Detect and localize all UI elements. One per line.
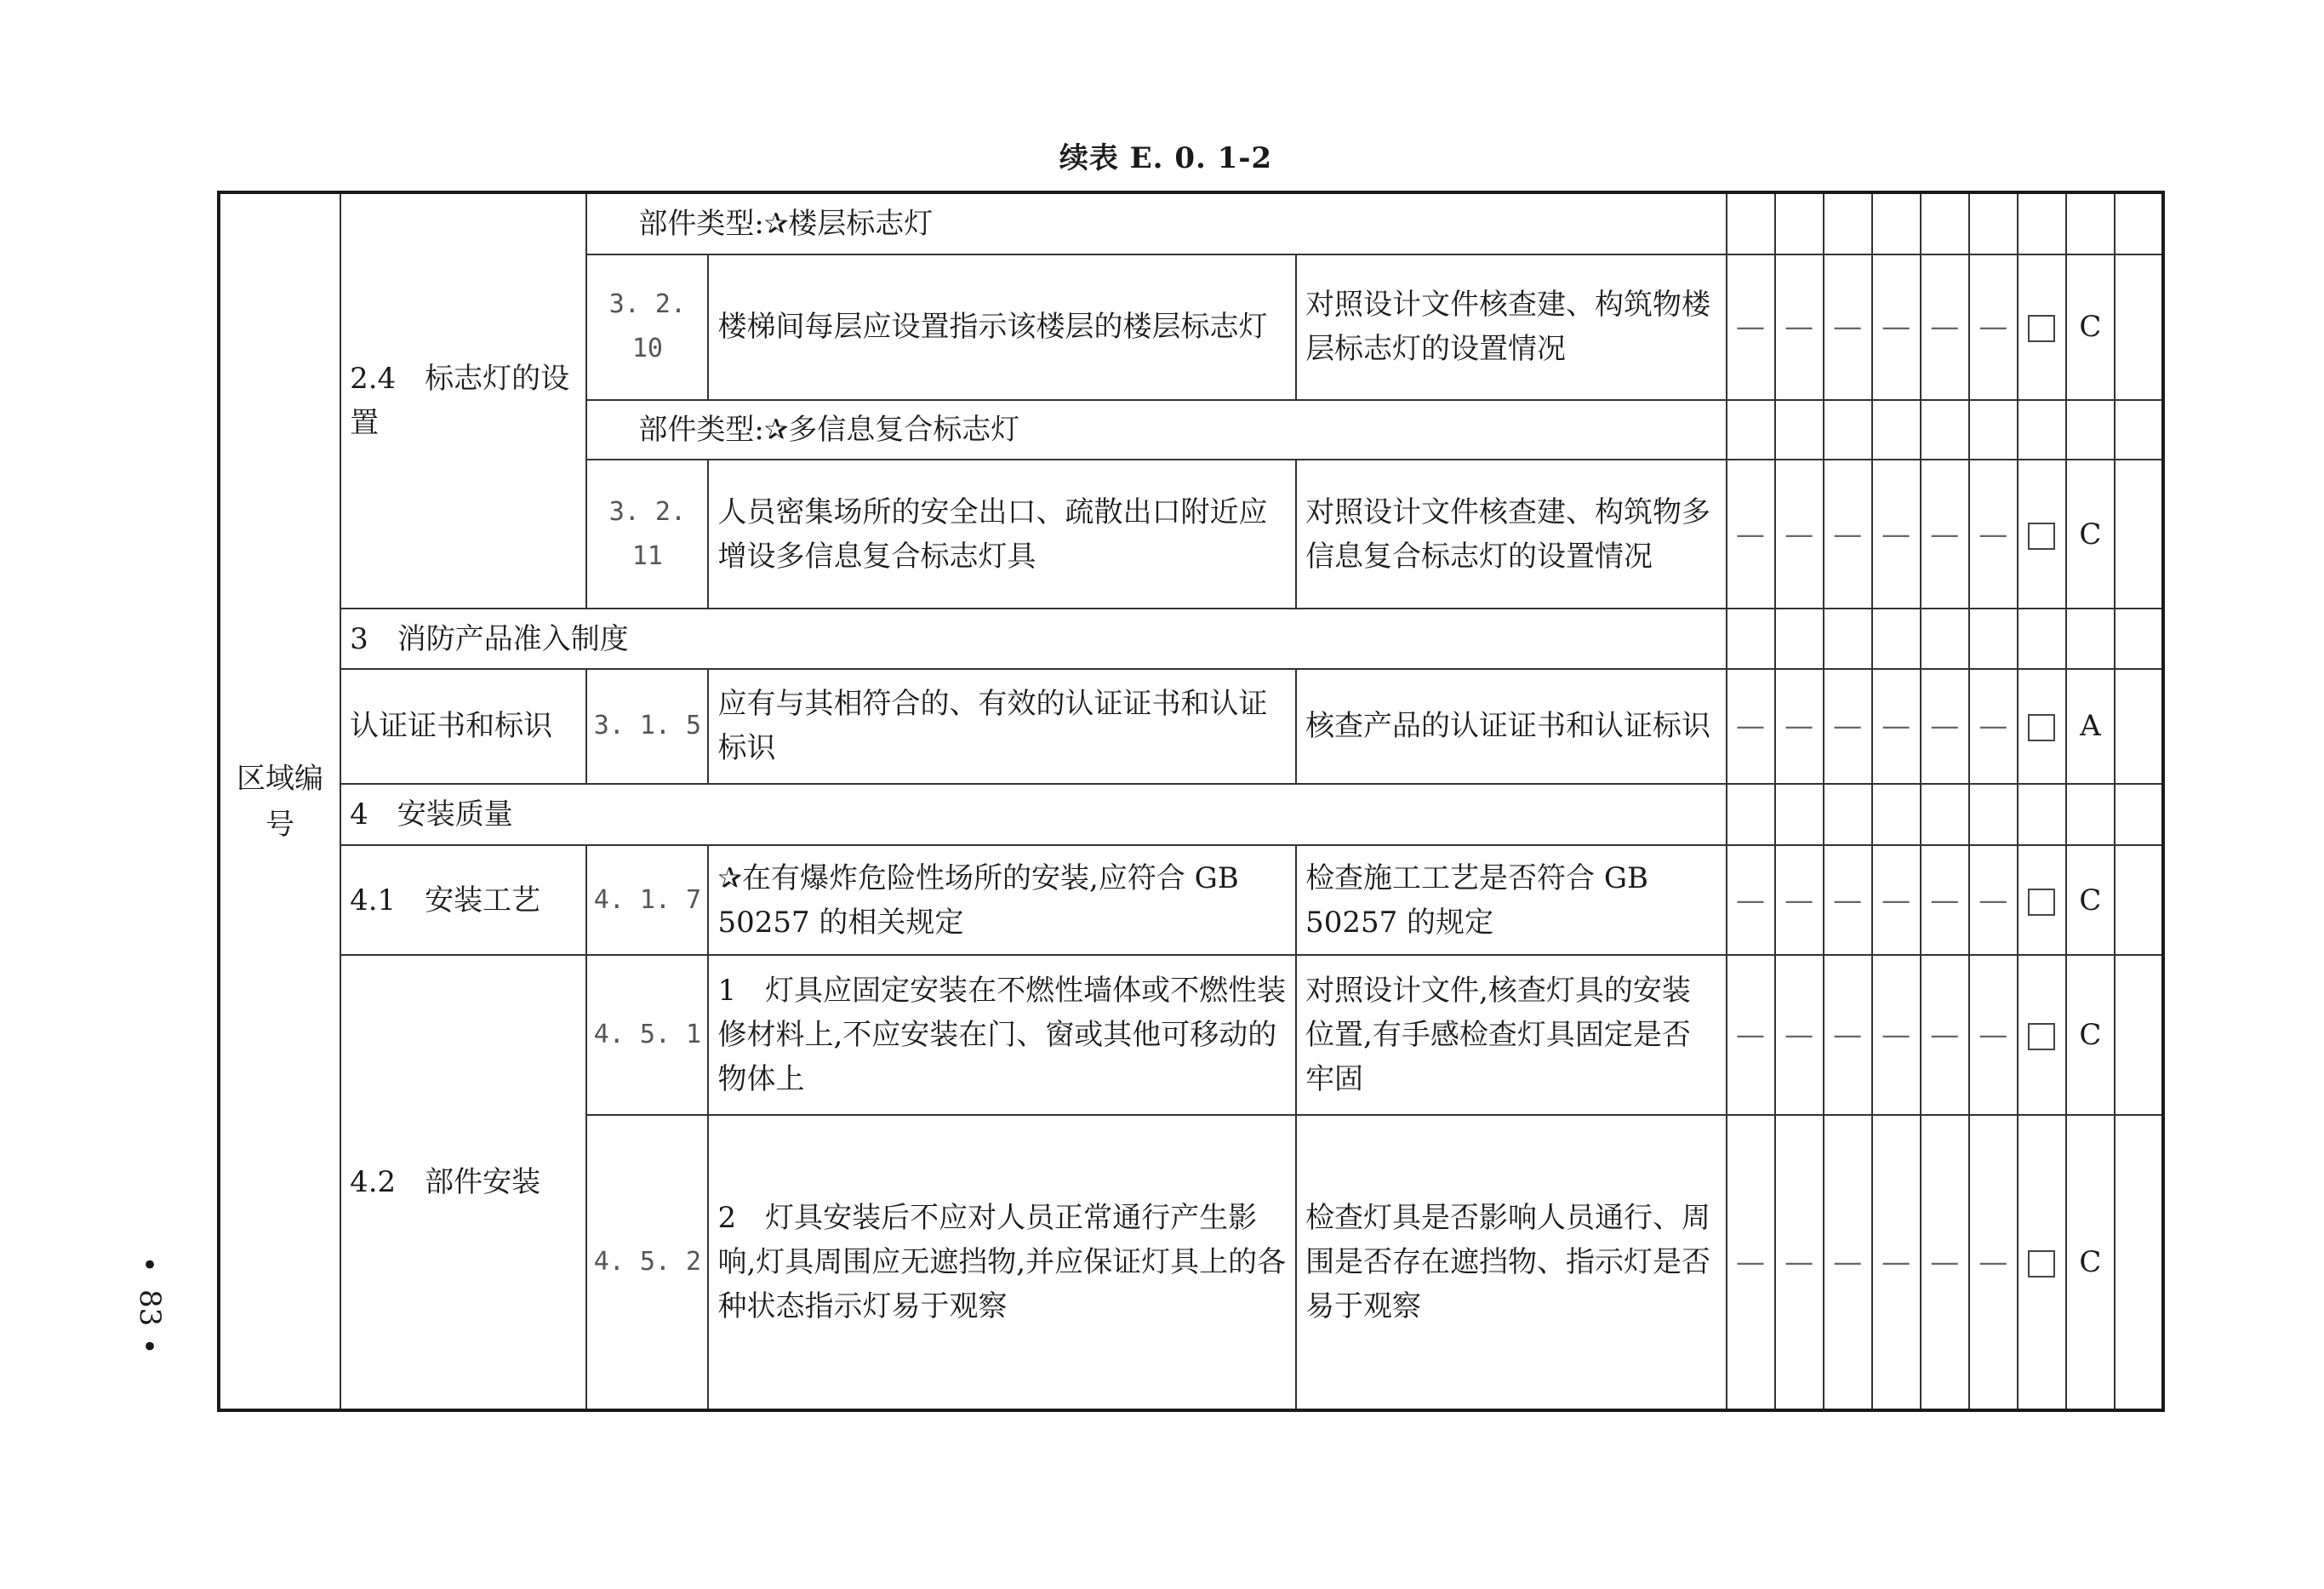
clause-label: 认证证书和标识: [340, 669, 586, 784]
table-row: 3. 2. 10 楼梯间每层应设置指示该楼层的楼层标志灯 对照设计文件核查建、构筑物楼层标志灯的设置情况 — — — — — — C: [219, 254, 2163, 400]
inspection-table: [217, 191, 2165, 1412]
page-number: • 83 •: [133, 1249, 167, 1364]
zone-label: 区域编号: [219, 192, 340, 1410]
method-text: 对照设计文件核查建、构筑物楼层标志灯的设置情况: [1296, 254, 1726, 400]
clause-code: 4. 5. 2: [586, 1115, 708, 1411]
method-text: 检查施工工艺是否符合 GB 50257 的规定: [1296, 845, 1726, 955]
grade: C: [2066, 955, 2115, 1114]
clause-label: 4.1 安装工艺: [340, 845, 586, 955]
requirement-text: 人员密集场所的安全出口、疏散出口附近应增设多信息复合标志灯具: [708, 460, 1296, 609]
checkbox[interactable]: [2028, 523, 2055, 550]
clause-code: 3. 2. 11: [586, 460, 708, 609]
checkbox[interactable]: [2028, 1023, 2055, 1050]
method-text: 核查产品的认证证书和认证标识: [1296, 669, 1726, 784]
grade: C: [2066, 460, 2115, 609]
method-text: 对照设计文件核查建、构筑物多信息复合标志灯的设置情况: [1296, 460, 1726, 609]
table-row: 4.2 部件安装 4. 5. 1 1 灯具应固定安装在不燃性墙体或不燃性装修材料上,不应安装在门、窗或其他可移动的物体上 对照设计文件,核查灯具的安装位置,有手感检查灯具固定是否牢固 — — — — — — C: [219, 955, 2163, 1114]
clause-code: 3. 2. 10: [586, 254, 708, 400]
grade: C: [2066, 845, 2115, 955]
clause-code: 4. 1. 7: [586, 845, 708, 955]
table-row: [219, 784, 2163, 846]
type-label-floor-sign: 部件类型:✰楼层标志灯: [586, 192, 1726, 254]
grade: C: [2066, 1115, 2115, 1411]
method-text: 对照设计文件,核查灯具的安装位置,有手感检查灯具固定是否牢固: [1296, 955, 1726, 1114]
checkbox[interactable]: [2028, 714, 2055, 741]
table-caption: 续表 E. 0. 1-2: [1059, 141, 1273, 175]
requirement-text: ✰在有爆炸危险性场所的安装,应符合 GB 50257 的相关规定: [708, 845, 1296, 955]
clause-4-2: 4.2 部件安装: [340, 955, 586, 1410]
method-text: 检查灯具是否影响人员通行、周围是否存在遮挡物、指示灯是否易于观察: [1296, 1115, 1726, 1411]
clause-2-4: 2.4 标志灯的设置: [340, 192, 586, 609]
clause-code: 4. 5. 1: [586, 955, 708, 1114]
checkbox[interactable]: [2028, 889, 2055, 916]
table-row: 3. 2. 11 人员密集场所的安全出口、疏散出口附近应增设多信息复合标志灯具 对照设计文件核查建、构筑物多信息复合标志灯的设置情况 — — — — — — C: [219, 460, 2163, 609]
table-row: [219, 192, 2163, 254]
requirement-text: 应有与其相符合的、有效的认证证书和认证标识: [708, 669, 1296, 784]
type-label-multi-info-sign: 部件类型:✰多信息复合标志灯: [586, 400, 1726, 460]
table-row: 4. 5. 2 2 灯具安装后不应对人员正常通行产生影响,灯具周围应无遮挡物,并应保证灯具上的各种状态指示灯易于观察 检查灯具是否影响人员通行、周围是否存在遮挡物、指示灯是否易于观察 — — — — — — C: [219, 1115, 2163, 1411]
section-3-heading: 3 消防产品准入制度: [340, 609, 1726, 668]
checkbox[interactable]: [2028, 315, 2055, 342]
table-row: 认证证书和标识 3. 1. 5 应有与其相符合的、有效的认证证书和认证标识 核查产品的认证证书和认证标识 — — — — — — A: [219, 669, 2163, 784]
table-row: [219, 609, 2163, 668]
requirement-text: 1 灯具应固定安装在不燃性墙体或不燃性装修材料上,不应安装在门、窗或其他可移动的物体上: [708, 955, 1296, 1114]
requirement-text: 楼梯间每层应设置指示该楼层的楼层标志灯: [708, 254, 1296, 400]
grade: A: [2066, 669, 2115, 784]
table-row: 4.1 安装工艺 4. 1. 7 ✰在有爆炸危险性场所的安装,应符合 GB 50257 的相关规定 检查施工工艺是否符合 GB 50257 的规定 — — — — — — C: [219, 845, 2163, 955]
grade: C: [2066, 254, 2115, 400]
checkbox[interactable]: [2028, 1250, 2055, 1277]
clause-code: 3. 1. 5: [586, 669, 708, 784]
section-4-heading: 4 安装质量: [340, 784, 1726, 846]
requirement-text: 2 灯具安装后不应对人员正常通行产生影响,灯具周围应无遮挡物,并应保证灯具上的各种状态指示灯易于观察: [708, 1115, 1296, 1411]
